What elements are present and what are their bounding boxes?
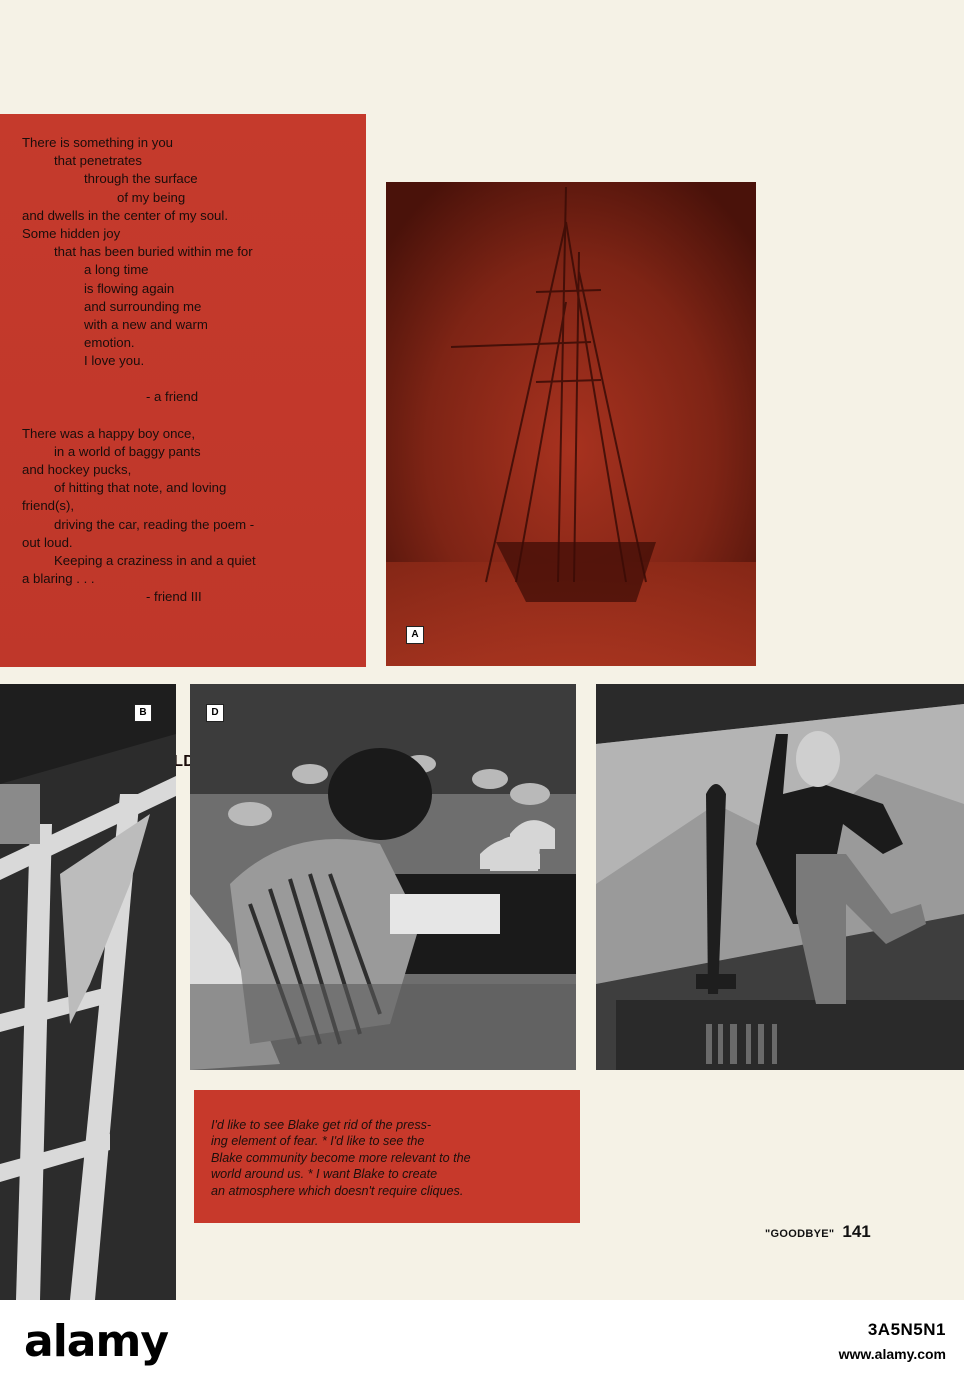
photo-e-person-posing	[596, 684, 964, 1070]
stock-url: www.alamy.com	[838, 1346, 946, 1362]
poem-text	[22, 134, 357, 607]
page-folio	[765, 1222, 871, 1242]
poem-line: through the surface	[84, 171, 198, 187]
photo-d-student-studying	[190, 684, 576, 1070]
photo-label-d: D	[206, 704, 224, 722]
poem-line: and dwells in the center of my soul.	[22, 207, 228, 223]
page-number: 141	[842, 1222, 871, 1241]
poem-line: a blaring . . .	[22, 571, 95, 587]
poem-line: in a world of baggy pants	[54, 443, 201, 459]
poem-line: that has been buried within me for	[54, 244, 253, 260]
poem-signature: - friend III	[146, 589, 202, 605]
poem-line: Keeping a craziness in and a quiet	[54, 552, 256, 568]
stock-image-id: 3A5N5N1	[867, 1320, 946, 1339]
poem-line: and surrounding me	[84, 298, 202, 314]
poem-line: driving the car, reading the poem -	[54, 516, 255, 532]
quote-line: an atmosphere which doesn't require cliques.	[211, 1183, 464, 1198]
stock-meta	[839, 1320, 946, 1362]
poem-line: that penetrates	[54, 153, 142, 169]
poem-line: a long time	[84, 262, 149, 278]
poem-line: is flowing again	[84, 280, 175, 296]
poem-line: and hockey pucks,	[22, 462, 132, 477]
quote-line: I'd like to see Blake get rid of the press-	[211, 1118, 432, 1132]
alamy-logo: alamy	[24, 1316, 168, 1367]
poem-box	[0, 114, 366, 770]
poem-line: Some hidden joy	[22, 225, 121, 241]
quote-text	[211, 1117, 566, 1199]
poem-line: emotion.	[84, 335, 135, 351]
stock-watermark-bar	[0, 1300, 964, 1390]
photo-label-a: A	[406, 626, 424, 644]
poem-line: There is something in you	[22, 135, 173, 150]
quote-line: ing element of fear. * I'd like to see the	[211, 1134, 425, 1149]
photo-a-ship	[386, 182, 756, 666]
poem-line: of my being	[117, 189, 186, 205]
photo-b-ladder	[0, 684, 176, 1300]
poem-line: with a new and warm	[84, 316, 208, 332]
quote-line: Blake community become more relevant to the	[211, 1150, 471, 1165]
poem-line: There was a happy boy once,	[22, 425, 196, 441]
folio-section: "GOODBYE"	[765, 1228, 835, 1240]
poem-line: I love you.	[84, 353, 145, 369]
poem-line: friend(s),	[22, 498, 75, 514]
photo-label-b: B	[134, 704, 152, 722]
quote-line: world around us. * I want Blake to create	[211, 1167, 438, 1182]
poem-signature: - a friend	[146, 389, 199, 405]
author-name: DONALDSON	[125, 753, 231, 770]
quote-box	[194, 1090, 580, 1223]
poem-line: out loud.	[22, 534, 73, 550]
poem-line: of hitting that note, and loving	[54, 480, 227, 496]
